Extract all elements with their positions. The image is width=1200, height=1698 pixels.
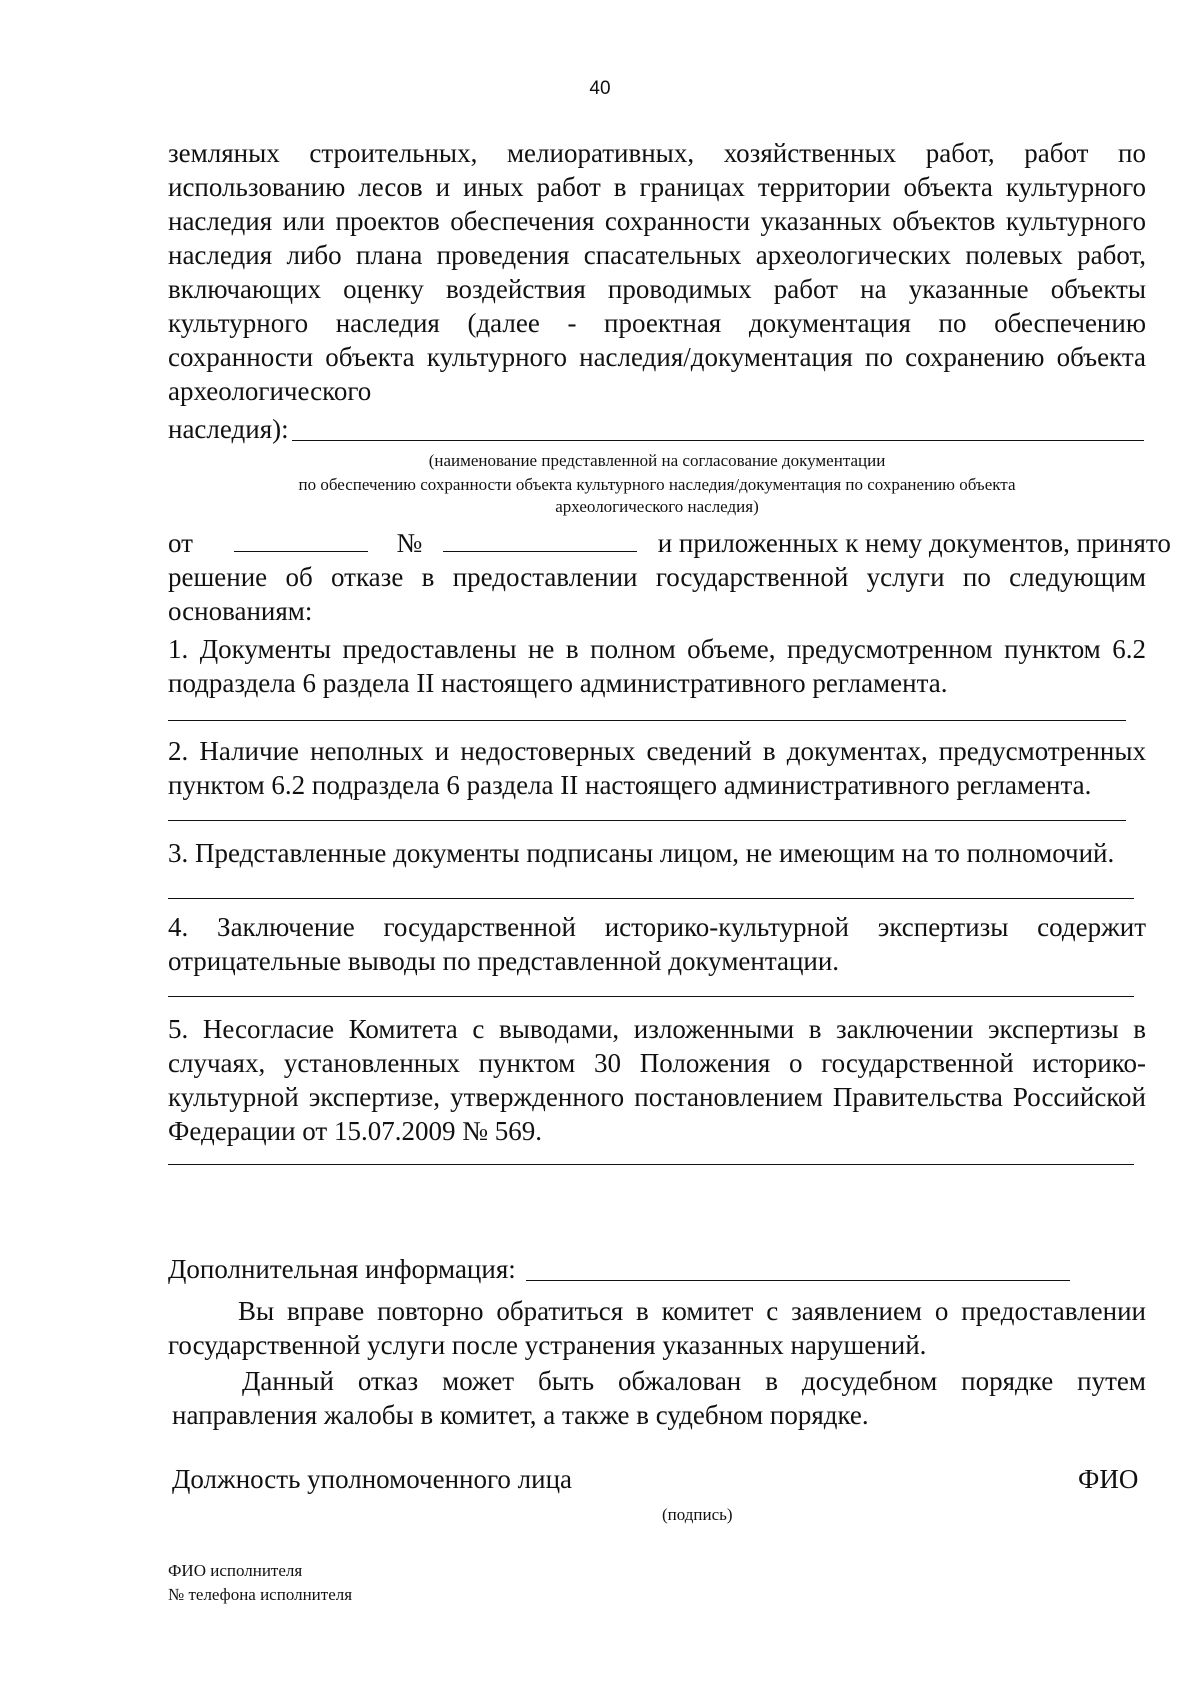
from-tail: и приложенных к нему документов, принято	[657, 528, 1171, 558]
additional-info-label: Дополнительная информация:	[168, 1254, 516, 1284]
heritage-label: наследия):	[168, 414, 289, 444]
ground-note-field[interactable]	[168, 820, 1126, 821]
documentation-caption-line2: по обеспечению сохранности объекта культурного наследия/документация по сохранению объекта	[298, 475, 1016, 494]
ground-note-field[interactable]	[168, 1164, 1134, 1165]
number-sign: №	[396, 528, 423, 558]
ground-item: 4. Заключение государственной историко-культурной экспертизы содержит отрицательные выводы по представленной документации.	[168, 912, 1146, 976]
ground-item: 2. Наличие неполных и недостоверных сведений в документах, предусмотренных пунктом 6.2 подраздела 6 раздела II настоящего административного регламента.	[168, 736, 1146, 800]
ground-item: 1. Документы предоставлены не в полном объеме, предусмотренном пунктом 6.2 подраздела 6 раздела II настоящего административного регламента.	[168, 634, 1146, 698]
executor-name-label: ФИО исполнителя	[168, 1561, 303, 1580]
ground-note-field[interactable]	[168, 720, 1126, 721]
ground-note-field[interactable]	[168, 996, 1134, 997]
number-field[interactable]	[443, 527, 637, 552]
ground-note-field[interactable]	[168, 898, 1134, 899]
signature-caption: (подпись)	[662, 1505, 733, 1524]
documentation-caption-line1: (наименование представленной на согласование документации	[428, 451, 886, 470]
page-number: 40	[589, 78, 611, 99]
authorized-position-label: Должность уполномоченного лица	[172, 1464, 573, 1494]
from-line	[168, 526, 1171, 560]
documentation-name-field[interactable]	[292, 440, 1144, 441]
intro-paragraph: земляных строительных, мелиоративных, хозяйственных работ, работ по использованию лесов и иных работ в границах территории объекта культурного наследия или проектов обеспечения сохранности указанных объектов культурного наследия либо плана проведения спасательных археологических полевых работ, включающих оценку воздействия проводимых работ на указанные объекты культурного наследия (далее - проектная документация по обеспечению сохранности объекта культурного наследия/документация по сохранению объекта археологического	[168, 138, 1146, 406]
executor-phone-label: № телефона исполнителя	[168, 1585, 353, 1604]
decision-text: решение об отказе в предоставлении государственной услуги по следующим основаниям:	[168, 562, 1146, 626]
reapply-paragraph: Вы вправе повторно обратиться в комитет с заявлением о предоставлении государственной услуги после устранения указанных нарушений.	[168, 1296, 1146, 1360]
from-label: от	[168, 528, 193, 558]
ground-item: 3. Представленные документы подписаны лицом, не имеющим на то полномочий.	[168, 838, 1115, 868]
signatory-name-label: ФИО	[1078, 1464, 1139, 1494]
date-field[interactable]	[234, 527, 368, 552]
documentation-caption-line3: археологического наследия)	[555, 497, 759, 516]
additional-info-field[interactable]	[526, 1280, 1070, 1281]
ground-item: 5. Несогласие Комитета с выводами, изложенными в заключении экспертизы в случаях, установленных пунктом 30 Положения о государственной историко-культурной экспертизе, утвержденного постановлением Правительства Российской Федерации от 15.07.2009 № 569.	[168, 1014, 1146, 1146]
appeal-paragraph: Данный отказ может быть обжалован в досудебном порядке путем направления жалобы в комитет, а также в судебном порядке.	[172, 1366, 1146, 1430]
